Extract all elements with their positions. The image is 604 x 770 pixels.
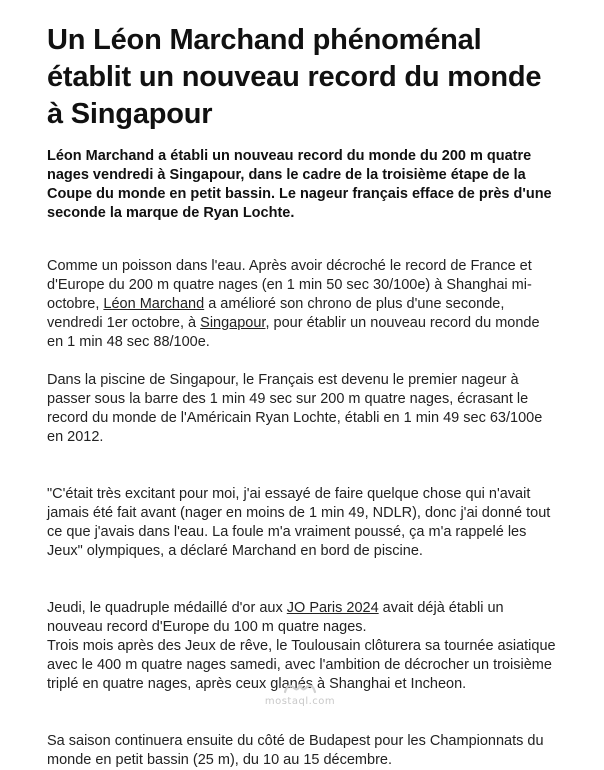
- watermark-text: mostaql.com: [264, 696, 336, 707]
- paragraph-6: Sa saison continuera ensuite du côté de Budapest pour les Championnats du monde en petit bassin (25 m), du 10 au 15 décembre.: [47, 733, 544, 768]
- article: [47, 22, 557, 770]
- jo-paris-2024-link[interactable]: JO Paris 2024: [286, 600, 379, 616]
- paragraph-3-quote: "C'était très excitant pour moi, j'ai essayé de faire quelque chose qui n'avait jamais été fait avant (nager en moins de 1 min 49, NDLR), donc j'ai donné tout ce que j'avais dans l'eau. La foule m'a vraiment poussé, ça m'a rappelé les Jeux" olympiques, a déclaré Marchand en bord de piscine.: [47, 486, 551, 559]
- leon-marchand-link[interactable]: Léon Marchand: [103, 296, 205, 312]
- paragraph-4-text-b: avait déjà établi un nouveau record d'Europe du 100 m quatre nages.: [47, 600, 504, 635]
- singapour-link[interactable]: Singapour: [200, 315, 266, 331]
- paragraph-1-text-a: Comme un poisson dans l'eau. Après avoir décroché le record de France et d'Europe du 200 m quatre nages (en 1 min 50 sec 30/100e) à Shanghai mi-octobre,: [47, 258, 532, 312]
- paragraph-1: [47, 257, 557, 352]
- paragraph-2: Dans la piscine de Singapour, le Français est devenu le premier nageur à passer sous la barre des 1 min 49 sec sur 200 m quatre nages, écrasant le record du monde de l'Américain Ryan Lochte, établi en 1 min 49 sec 63/100e en 2012.: [47, 372, 543, 445]
- paragraph-5: Trois mois après des Jeux de rêve, le Toulousain clôturera sa tournée asiatique avec le 400 m quatre nages samedi, avec l'ambition de décrocher un troisième triplé en quatre nages, après ceux glanés à Shanghai et Incheon.: [47, 638, 556, 692]
- paragraph-4-text-a: Jeudi, le quadruple médaillé d'or aux: [47, 600, 287, 616]
- paragraph-4: [47, 599, 557, 637]
- article-title: Un Léon Marchand phénoménal établit un nouveau record du monde à Singapour: [47, 24, 542, 130]
- paragraph-1-text-c: , pour établir un nouveau record du monde en 1 min 48 sec 88/100e.: [47, 315, 540, 350]
- paragraph-1-text-b: a amélioré son chrono de plus d'une seconde, vendredi 1er octobre, à: [47, 296, 505, 331]
- article-lead: Léon Marchand a établi un nouveau record du monde du 200 m quatre nages vendredi à Singapour, dans le cadre de la troisième étape de la Coupe du monde en petit bassin. Le nageur français efface de près d'une seconde la marque de Ryan Lochte.: [47, 148, 552, 221]
